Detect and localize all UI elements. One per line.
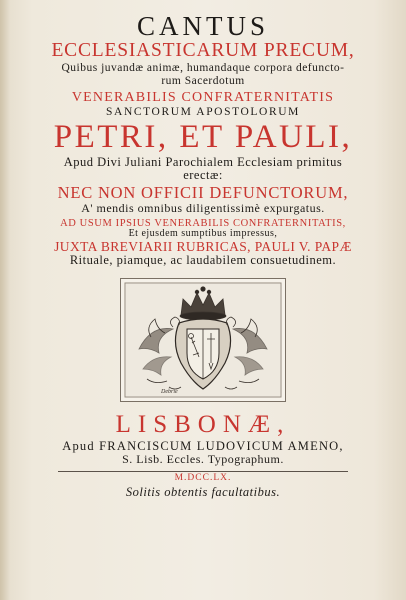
text-juxta: JUXTA BREVIARII RUBRICAS, PAULI V. PAPÆ [54, 239, 352, 255]
coat-of-arms-engraving [120, 278, 286, 402]
crown-shield-icon [121, 279, 285, 401]
imprint-year: M.DCC.LX. [174, 472, 232, 483]
text-erectae: erectæ: [183, 167, 223, 182]
imprint-city: LISBONÆ, [115, 410, 291, 438]
imprint-license: Solitis obtentis facultatibus. [125, 484, 281, 499]
title-nec-non: NEC NON OFFICII DEFUNCTORUM, [57, 182, 349, 202]
title-sanctorum: SANCTORUM APOSTOLORUM [106, 105, 300, 118]
engraver-signature: Debrie [161, 388, 178, 395]
text-et-ejusdem: Et ejusdem sumptibus impressus, [128, 227, 278, 239]
title-ecclesiasticarum: ECCLESIASTICARUM PRECUM, [51, 40, 355, 62]
title-venerabilis: VENERABILIS CONFRATERNITATIS [71, 90, 335, 106]
text-ad-usum: AD USUM IPSIUS VENERABILIS CONFRATERNITATIS, [60, 217, 346, 229]
divider-rule [58, 471, 348, 472]
title-cantus: CANTUS [136, 11, 269, 41]
subtitle-sacerdotum: rum Sacerdotum [161, 75, 245, 88]
imprint-printer-title: S. Lisb. Eccles. Typographum. [122, 451, 284, 466]
imprint-printer: Apud FRANCISCUM LUDOVICUM AMENO, [62, 438, 344, 453]
text-rituale: Rituale, piamque, ac laudabilem consuetudinem. [69, 253, 337, 268]
subtitle-quibus: Quibus juvandæ animæ, humandaque corpora defuncto- [61, 61, 345, 74]
text-a-mendis: A' mendis omnibus diligentissimè expurgatus. [81, 201, 325, 216]
title-petri-pauli: PETRI, ET PAULI, [53, 119, 353, 155]
text-apud-divi: Apud Divi Juliani Parochialem Ecclesiam primitus [63, 154, 343, 169]
